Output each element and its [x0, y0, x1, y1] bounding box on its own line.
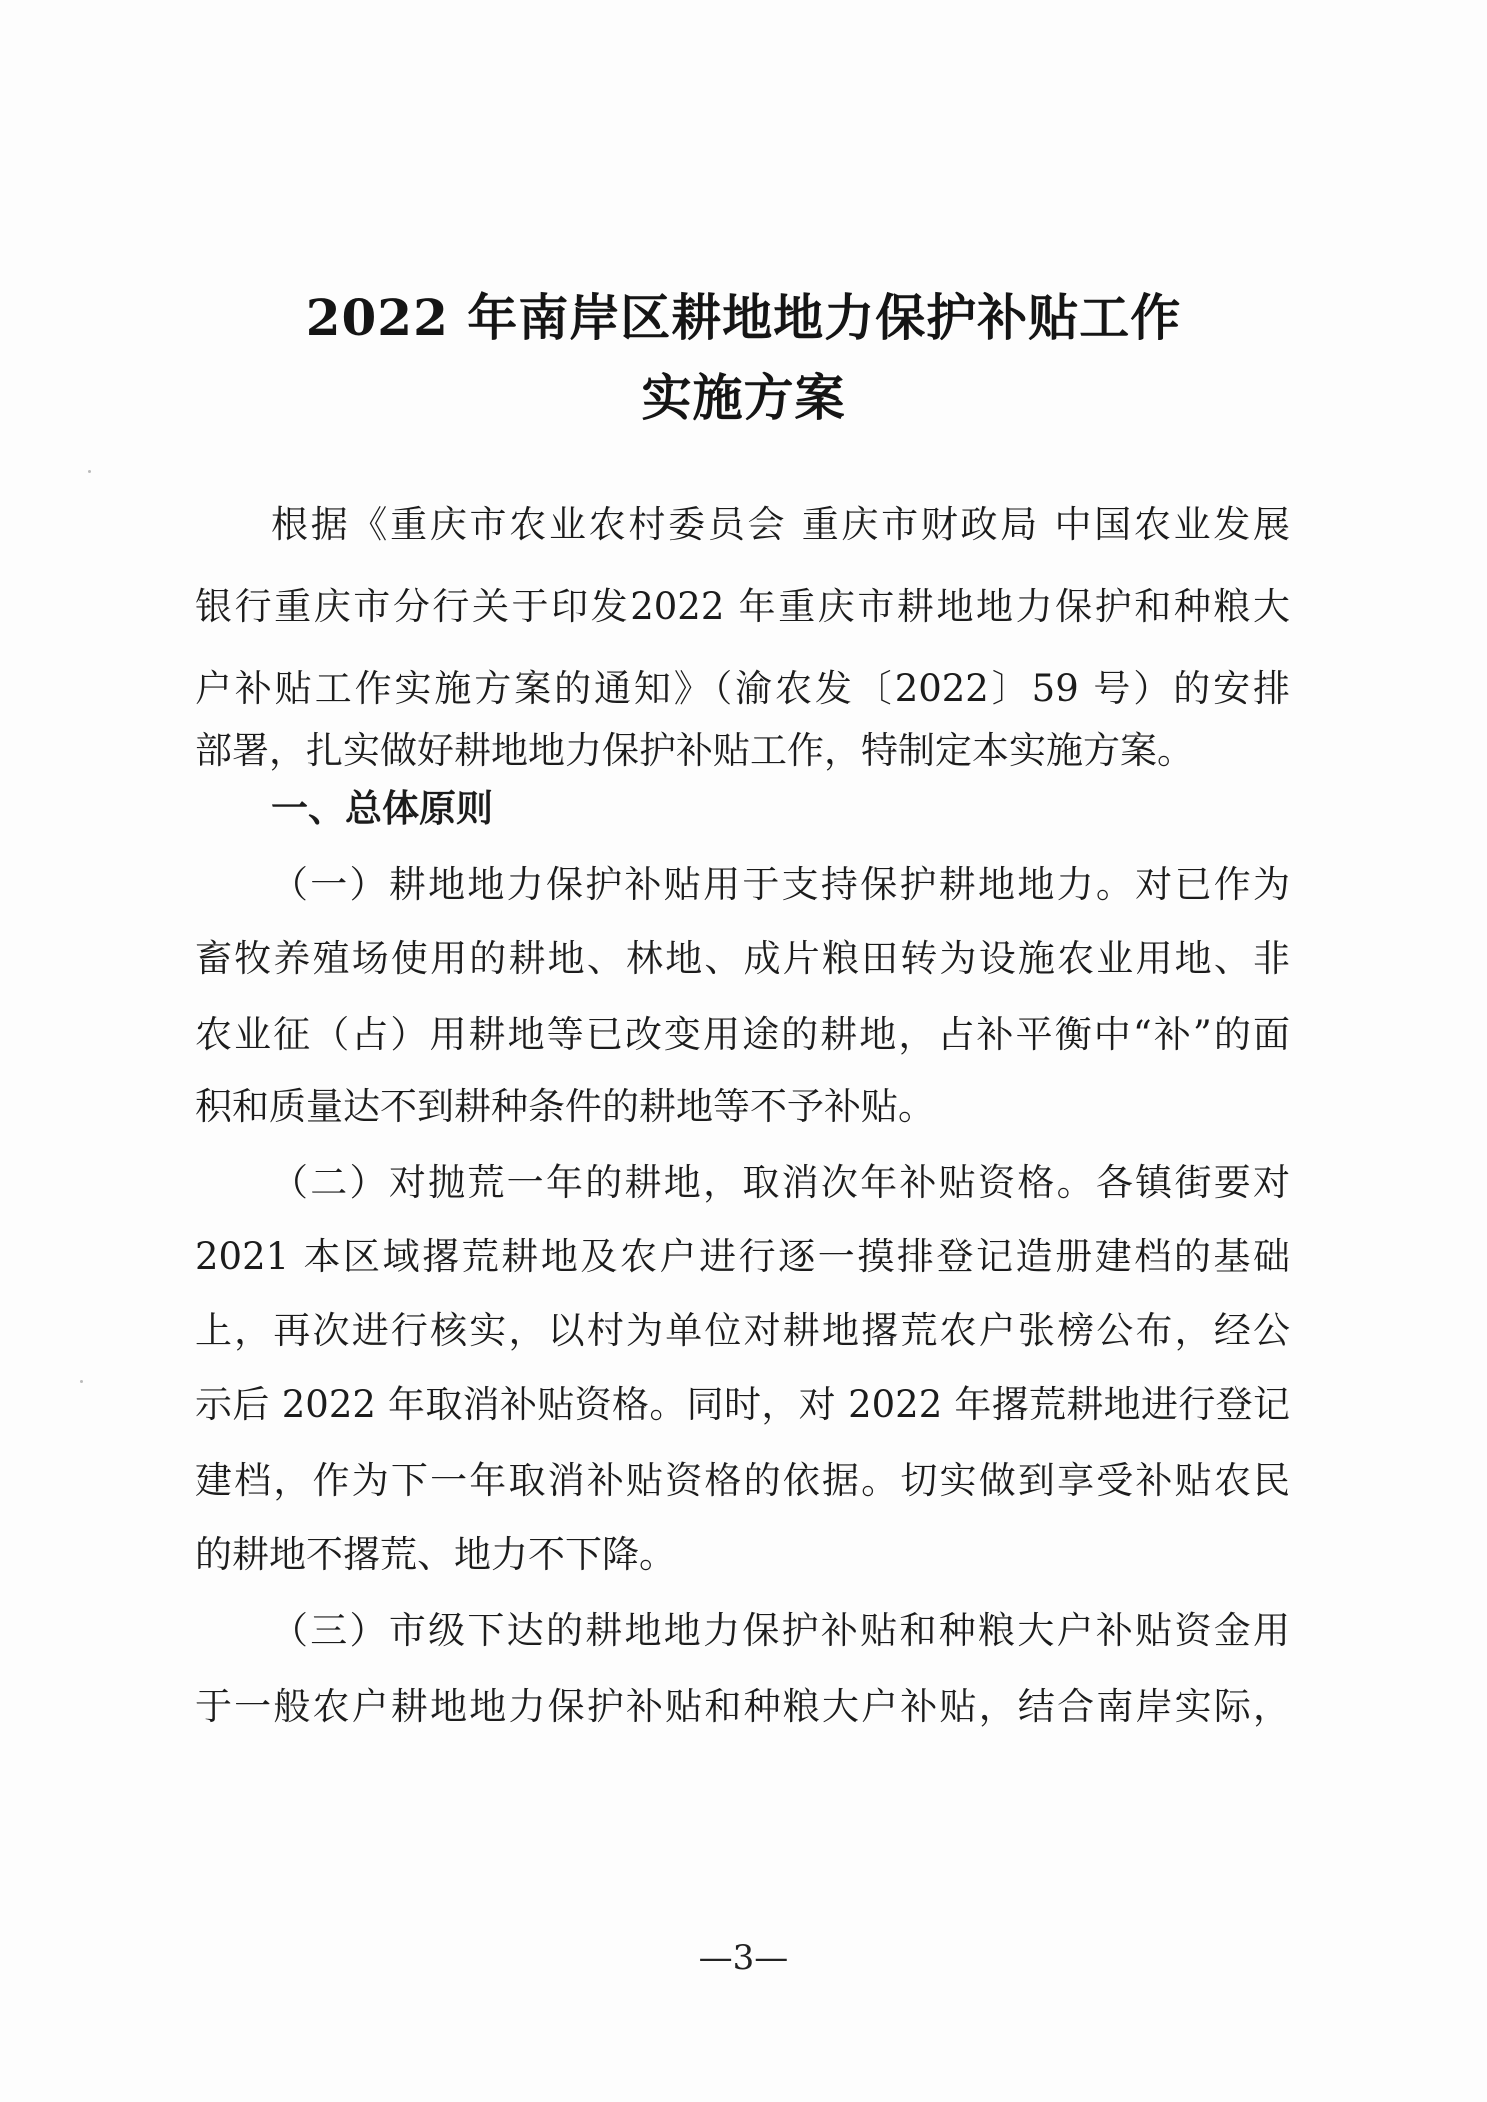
paragraph-intro-line-2: 银行重庆市分行关于印发2022 年重庆市耕地地力保护和种粮大 [195, 585, 1290, 628]
page-number: —3— [698, 1938, 789, 1978]
paragraph-1-line-4: 积和质量达不到耕种条件的耕地等不予补贴。 [195, 1085, 935, 1128]
section-heading-principles: 一、总体原则 [271, 787, 493, 830]
paragraph-3-line-2: 于一般农户耕地地力保护补贴和种粮大户补贴，结合南岸实际， [195, 1685, 1290, 1728]
paragraph-3-line-1: （三）市级下达的耕地地力保护补贴和种粮大户补贴资金用 [271, 1609, 1290, 1652]
document-title-line-1: 2022 年南岸区耕地地力保护补贴工作 [305, 288, 1182, 347]
paragraph-1-line-2: 畜牧养殖场使用的耕地、林地、成片粮田转为设施农业用地、非 [195, 937, 1290, 980]
paragraph-intro-line-3: 户补贴工作实施方案的通知》（渝农发〔2022〕59 号）的安排 [195, 667, 1290, 710]
paragraph-2-line-4: 示后 2022 年取消补贴资格。同时，对 2022 年撂荒耕地进行登记 [195, 1383, 1290, 1426]
paragraph-2-line-6: 的耕地不撂荒、地力不下降。 [195, 1533, 676, 1576]
paragraph-intro-line-4: 部署，扎实做好耕地地力保护补贴工作，特制定本实施方案。 [195, 729, 1194, 772]
scan-speck [80, 1380, 83, 1383]
paragraph-1-line-1: （一）耕地地力保护补贴用于支持保护耕地地力。对已作为 [271, 863, 1290, 906]
scan-speck [88, 470, 91, 473]
paragraph-1-line-3: 农业征（占）用耕地等已改变用途的耕地，占补平衡中“补”的面 [195, 1013, 1290, 1056]
paragraph-2-line-3: 上，再次进行核实，以村为单位对耕地撂荒农户张榜公布，经公 [195, 1309, 1290, 1352]
paragraph-2-line-2: 2021 本区域撂荒耕地及农户进行逐一摸排登记造册建档的基础 [195, 1235, 1290, 1278]
paragraph-2-line-5: 建档，作为下一年取消补贴资格的依据。切实做到享受补贴农民 [195, 1459, 1290, 1502]
paragraph-intro-line-1: 根据《重庆市农业农村委员会 重庆市财政局 中国农业发展 [271, 503, 1290, 546]
paragraph-2-line-1: （二）对抛荒一年的耕地，取消次年补贴资格。各镇街要对 [271, 1161, 1290, 1204]
document-title-line-2: 实施方案 [641, 368, 846, 427]
